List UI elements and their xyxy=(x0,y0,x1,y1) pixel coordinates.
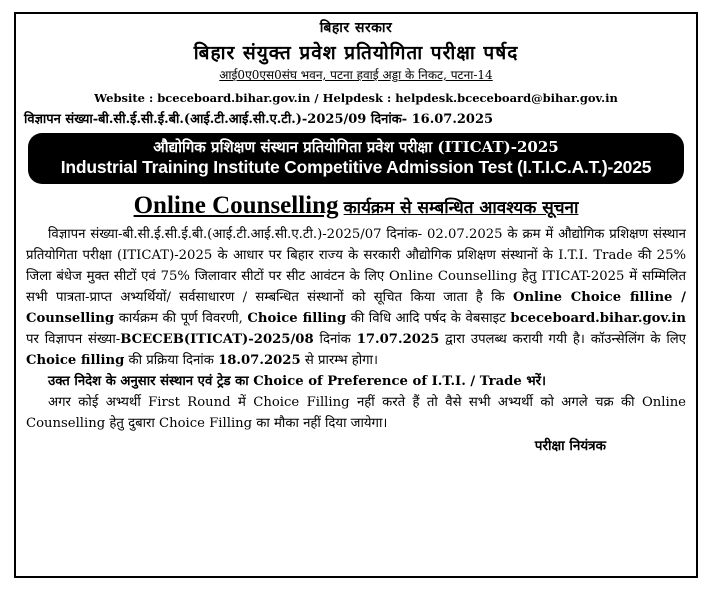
government-name: बिहार सरकार xyxy=(319,20,393,36)
p1-text-1: विज्ञापन संख्या-बी.सी.ई.सी.ई.बी.(आई.टी.आई.सी.ए.टी.)-2025/07 दिनांक- 02.07.2025 के क्रम में औद्योगिक प्रशिक्षण संस्थान प्रतियोगिता परीक्षा (ITICAT)-2025 के आधार पर बिहार राज्य के सरकारी औद्योगिक प्रशिक्षण संस्थानों के I.T.I. Trade की 25% जिला बंधेज मुक्त सीटों एवं 75% जिलावार सीटों पर सीट आवंटन के लिए Online Counselling हेतु ITICAT-2025 में सम्मिलित सभी पात्रता-प्राप्त अभ्यर्थियों/ सर्वसाधारण / सम्बन्धित संस्थानों को सूचित किया जाता है कि xyxy=(26,227,686,305)
p1-text-8: से प्रारम्भ होगा। xyxy=(304,353,378,368)
advertisement-date: 16.07.2025 xyxy=(411,112,494,127)
signature: परीक्षा नियंत्रक xyxy=(534,438,606,454)
banner-title-english: Industrial Training Institute Competitive Admission Test (I.T.I.C.A.T.)-2025 xyxy=(60,157,652,177)
website-link[interactable]: bceceboard.bihar.gov.in xyxy=(157,91,311,105)
p1-bold-7: 18.07.2025 xyxy=(218,353,301,368)
notice-page xyxy=(14,12,698,578)
p1-text-3: की विधि आदि पर्षद के वेबसाइट xyxy=(350,311,506,326)
p1-bold-5: 17.07.2025 xyxy=(356,332,440,347)
board-name: बिहार संयुक्त प्रवेश प्रतियोगिता परीक्षा पर्षद xyxy=(193,42,519,64)
p1-text-2: कार्यक्रम की पूर्ण विवरणी, xyxy=(118,311,243,326)
p1-text-7: की प्रक्रिया दिनांक xyxy=(128,353,214,368)
advertisement-number: -2025/09 xyxy=(301,112,367,127)
website-label: Website : xyxy=(94,91,154,105)
p1-bold-6: Choice filling xyxy=(26,353,125,368)
p1-text-4: पर विज्ञापन संख्या- xyxy=(26,332,121,347)
p1-text-5: दिनांक xyxy=(319,332,351,347)
notice-heading xyxy=(16,192,696,220)
helpdesk-label: / Helpdesk : xyxy=(314,91,392,105)
helpdesk-email[interactable]: helpdesk.bceceboard@bihar.gov.in xyxy=(395,91,618,105)
advertisement-line xyxy=(16,109,696,127)
notice-heading-english: Online Counselling xyxy=(133,192,339,219)
paragraph-1 xyxy=(26,224,686,371)
paragraph-2 xyxy=(26,371,686,392)
p1-bold-2: Choice filling xyxy=(247,311,347,326)
notice-body xyxy=(16,220,696,434)
p2-bold-1: उक्त निदेश के अनुसार संस्थान एवं ट्रेड का Choice of Preference of I.T.I. / Trade भरें। xyxy=(48,374,547,389)
advertisement-prefix: विज्ञापन संख्या-बी.सी.ई.सी.ई.बी.(आई.टी.आई.सी.ए.टी.) xyxy=(24,112,302,127)
contact-line xyxy=(16,91,696,105)
p1-bold-4: BCECEB(ITICAT)-2025/08 xyxy=(120,332,314,347)
board-address: आई0ए0एस0संघ भवन, पटना हवाई अड्डा के निकट, पटना-14 xyxy=(219,68,493,82)
advertisement-date-label: दिनांक- xyxy=(370,112,408,127)
paragraph-3 xyxy=(26,392,686,434)
p1-bold-1: Online Choice filline / Counselling xyxy=(26,290,686,326)
p1-bold-3: bceceboard.bihar.gov.in xyxy=(510,311,687,326)
p1-text-6: द्वारा उपलब्ध करायी गयी है। कॉउन्सेलिंग के लिए xyxy=(445,332,686,347)
banner-title-hindi: औद्योगिक प्रशिक्षण संस्थान प्रतियोगिता प्रवेश परीक्षा (ITICAT)-2025 xyxy=(153,138,559,156)
exam-banner xyxy=(28,133,684,184)
p3-text-1: अगर कोई अभ्यर्थी First Round में Choice Filling नहीं करते हैं तो वैसे सभी अभ्यर्थी को अगले चक्र की Online Counselling हेतु दुबारा Choice Filling का मौका नहीं दिया जायेगा। xyxy=(26,395,686,431)
notice-heading-hindi: कार्यक्रम से सम्बन्धित आवश्यक सूचना xyxy=(343,198,579,218)
